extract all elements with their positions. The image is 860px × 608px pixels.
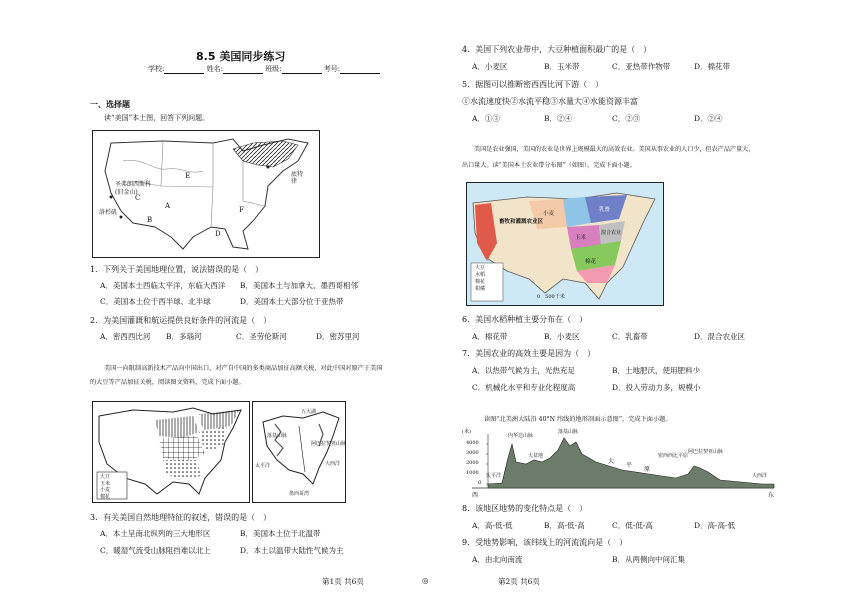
passage2-line1: 美国一向限制高新技术产品向中国出口，对产自中国的多类商品加征高额关税，对此中国对原产于美国 [104, 365, 383, 372]
q2-stem: 2．为美国灌溉和航运提供良好条件的河流是（ ） [90, 316, 272, 325]
q2-option-b[interactable]: B．多瑙河 [166, 332, 202, 341]
q1-option-d[interactable]: D．美国本土大部分位于亚热带 [240, 297, 344, 306]
map3-label-cotton: 棉花 [585, 259, 597, 265]
profile-label-basin: 大盆地 [528, 453, 544, 459]
legend-soybean: 大豆 [100, 474, 111, 480]
terrain-profile [462, 428, 782, 498]
profile-tick-1000: 1000 [466, 470, 479, 476]
profile-tick-0: 0 [478, 480, 482, 486]
map1-label-b: B [147, 216, 153, 224]
school-blank[interactable] [164, 65, 204, 74]
exam-no-label: 考号: [323, 65, 341, 73]
q3-stem: 3．有关美国自然地理特征的叙述，错误的是（ ） [90, 513, 272, 522]
q6-option-b[interactable]: B．小麦区 [544, 332, 580, 341]
map1-label-la: 洛杉矶 [99, 209, 118, 216]
q6-option-a[interactable]: A．棉花带 [472, 332, 508, 341]
map1-intro: 读“美国”本土图，回答下列问题。 [104, 114, 210, 122]
profile-label-rocky: 落基山脉 [558, 429, 579, 435]
q2-option-a[interactable]: A．密西西比河 [100, 332, 151, 341]
map3-title-label: 畜牧和灌溉农业区 [499, 219, 544, 225]
us-outline-map [92, 130, 320, 258]
agriculture-belt-map [466, 182, 664, 306]
q1-option-b[interactable]: B．美国本土与加拿大、墨西哥相邻 [240, 281, 359, 290]
map3-legend-cotton: 棉花 [475, 279, 486, 285]
page-title: 8.5 美国同步练习 [196, 50, 286, 63]
map1-label-detroit: 底特 律 [291, 171, 304, 185]
q5-stem: 5．据图可以推断密西西比河下游（ ） [462, 80, 604, 89]
q9-option-b[interactable]: B．从两侧向中间汇集 [612, 555, 686, 564]
map3-legend-citrus: 柑橘 [475, 286, 486, 292]
name-blank[interactable] [223, 65, 263, 74]
q7-option-a[interactable]: A．以热带气候为主，光热充足 [472, 366, 575, 375]
q1-stem: 1．下列关于美国地理位置，说法错误的是（ ） [90, 265, 264, 274]
q2-option-c[interactable]: C．圣劳伦斯河 [236, 332, 287, 341]
q4-option-c[interactable]: C．亚热带作物带 [612, 62, 671, 71]
profile-tick-3000: 3000 [466, 450, 479, 456]
crop-map-legend [100, 474, 110, 500]
passage2-line2: 的大豆等产品加征关税，阅读图文资料，完成下面小题。 [90, 379, 245, 386]
map3-label-dairy: 乳畜 [599, 207, 611, 213]
q7-option-b[interactable]: B．土地肥沃，使用肥料少 [612, 366, 701, 375]
profile-unit: (米) [462, 429, 471, 435]
q7-option-c[interactable]: C．机械化水平和专业化程度高 [472, 383, 576, 392]
terrain-map [252, 401, 346, 503]
section-heading: 一、选择题 [90, 100, 130, 109]
q5-option-b[interactable]: B．②④ [544, 114, 573, 123]
q5-option-a[interactable]: A．①③ [472, 114, 500, 123]
legend-cotton: 棉花 [100, 493, 111, 500]
map3-label-corn: 玉米 [575, 235, 587, 241]
q5-option-c[interactable]: C．②③ [612, 114, 641, 123]
footer-right: 第2页 共6页 [498, 577, 540, 586]
terrain-label-gulf: 墨西哥湾 [289, 491, 310, 497]
map3-legend-soybean: 大豆 [475, 265, 486, 271]
terrain-label-lakes: 五大湖 [301, 409, 317, 415]
map3-legend-rice: 水稻 [475, 272, 486, 278]
q5-option-d[interactable]: D．②④ [694, 114, 723, 123]
school-label: 学校: [148, 65, 165, 73]
passage3-line1: 美国是农业强国，美国的农业是世界上规模最大的高效农业。美国从事农业的人口少，但农产品产量大， [474, 146, 755, 153]
q6-stem: 6．美国水稻种植主要分布在（ ） [462, 315, 588, 324]
map3-label-wheat: 小麦 [543, 211, 555, 217]
terrain-map-drawing [253, 402, 345, 502]
exam-no-blank[interactable] [340, 65, 380, 74]
profile-label-appal: 阿巴拉契亚山脉 [688, 449, 724, 455]
q3-option-c[interactable]: C．暖湿气流受山脉阻挡难以北上 [100, 546, 211, 555]
map3-scale: 0 500千米 [537, 294, 565, 300]
q5-statements: ①水流速度快②水流平稳③水量大④水能资源丰富 [462, 97, 638, 106]
q8-stem: 8．该地区地势的变化特点是（ ） [462, 504, 588, 513]
profile-west: 西 [472, 492, 479, 499]
profile-tick-4000: 4000 [466, 440, 479, 446]
class-label: 班级: [265, 65, 282, 73]
terrain-label-atlantic: 大西洋 [325, 461, 341, 467]
profile-label-plain-2: 平 [626, 462, 633, 469]
q8-option-a[interactable]: A．高-低-低 [472, 521, 513, 530]
profile-label-plain-1: 大 [608, 458, 615, 465]
terrain-label-appal: 阿巴拉契亚山脉 [311, 441, 347, 447]
crop-map-drawing [93, 402, 249, 502]
legend-wheat: 小麦 [100, 487, 111, 493]
profile-label-atlantic: 大西洋 [752, 473, 768, 479]
passage3-line2: 出口量大。读“美国本土农业带分布图”（如图），完成下面小题。 [462, 162, 636, 169]
footer-left: 第1页 共6页 [322, 577, 364, 586]
footer-mark: ◎ [422, 576, 429, 585]
q3-option-a[interactable]: A．本土呈南北纵列的三大地形区 [100, 529, 211, 538]
map1-label-a: A [165, 202, 171, 210]
map3-label-mixed: 混合农业 [601, 230, 622, 236]
map1-label-sf: 圣弗朗西斯科 (旧金山) [115, 181, 152, 196]
name-label: 姓名: [206, 65, 223, 73]
terrain-label-rocky: 落基山脉 [267, 433, 288, 439]
profile-label-pacific: 太平洋 [486, 473, 502, 479]
q3-option-b[interactable]: B．美国本土位于北温带 [240, 529, 321, 538]
map1-label-f: F [239, 206, 244, 214]
q4-stem: 4．美国下列农业带中，大豆种植面积最广的是（ ） [462, 45, 652, 54]
legend-corn: 玉米 [100, 480, 111, 487]
q7-stem: 7．美国农业的高效主要是因为（ ） [462, 349, 596, 358]
profile-label-plain-3: 原 [644, 466, 651, 473]
q8-option-c[interactable]: C．低-低-高 [612, 521, 653, 530]
q1-option-c[interactable]: C．美国本土位于西半球、北半球 [100, 297, 211, 306]
map1-label-e: E [185, 172, 191, 180]
q4-option-b[interactable]: B．玉米带 [544, 62, 580, 71]
profile-east: 东 [768, 492, 775, 499]
q6-option-c[interactable]: C．乳畜带 [612, 332, 648, 341]
crop-map [92, 401, 250, 503]
right-page [432, 0, 860, 608]
q9-stem: 9．受地势影响，该纬线上的河流流向是（ ） [462, 538, 628, 547]
q3-option-d[interactable]: D．本土以温带大陆性气候为主 [240, 546, 344, 555]
q6-option-d[interactable]: D．混合农业区 [694, 332, 746, 341]
profile-label-sierra: 内华达山脉 [508, 433, 534, 439]
map3-legend [475, 265, 485, 293]
profile-intro: 读图“北美洲大陆沿 40°N 纬线的地形剖面示意图”，完成下面小题。 [484, 416, 672, 423]
q2-option-d[interactable]: D．密苏里河 [316, 332, 360, 341]
map1-label-d: D [215, 230, 221, 238]
class-blank[interactable] [282, 65, 322, 74]
q4-option-a[interactable]: A．小麦区 [472, 62, 508, 71]
q9-option-a[interactable]: A．由北向南流 [472, 555, 523, 564]
q8-option-b[interactable]: B．高-低-高 [544, 521, 585, 530]
map1-label-c: C [135, 194, 141, 202]
profile-tick-2000: 2000 [466, 460, 479, 466]
q1-option-a[interactable]: A．美国本土西临太平洋，东临大西洋 [100, 281, 226, 290]
q8-option-d[interactable]: D．高-高-低 [694, 521, 736, 530]
q4-option-d[interactable]: D．棉花带 [694, 62, 731, 71]
agriculture-map-drawing [467, 183, 663, 305]
terrain-label-pacific: 太平洋 [255, 463, 271, 469]
q7-option-d[interactable]: D．投入劳动力多，规模小 [612, 383, 701, 392]
profile-label-central: 密西西比平原 [658, 453, 689, 459]
info-fields [148, 64, 380, 74]
